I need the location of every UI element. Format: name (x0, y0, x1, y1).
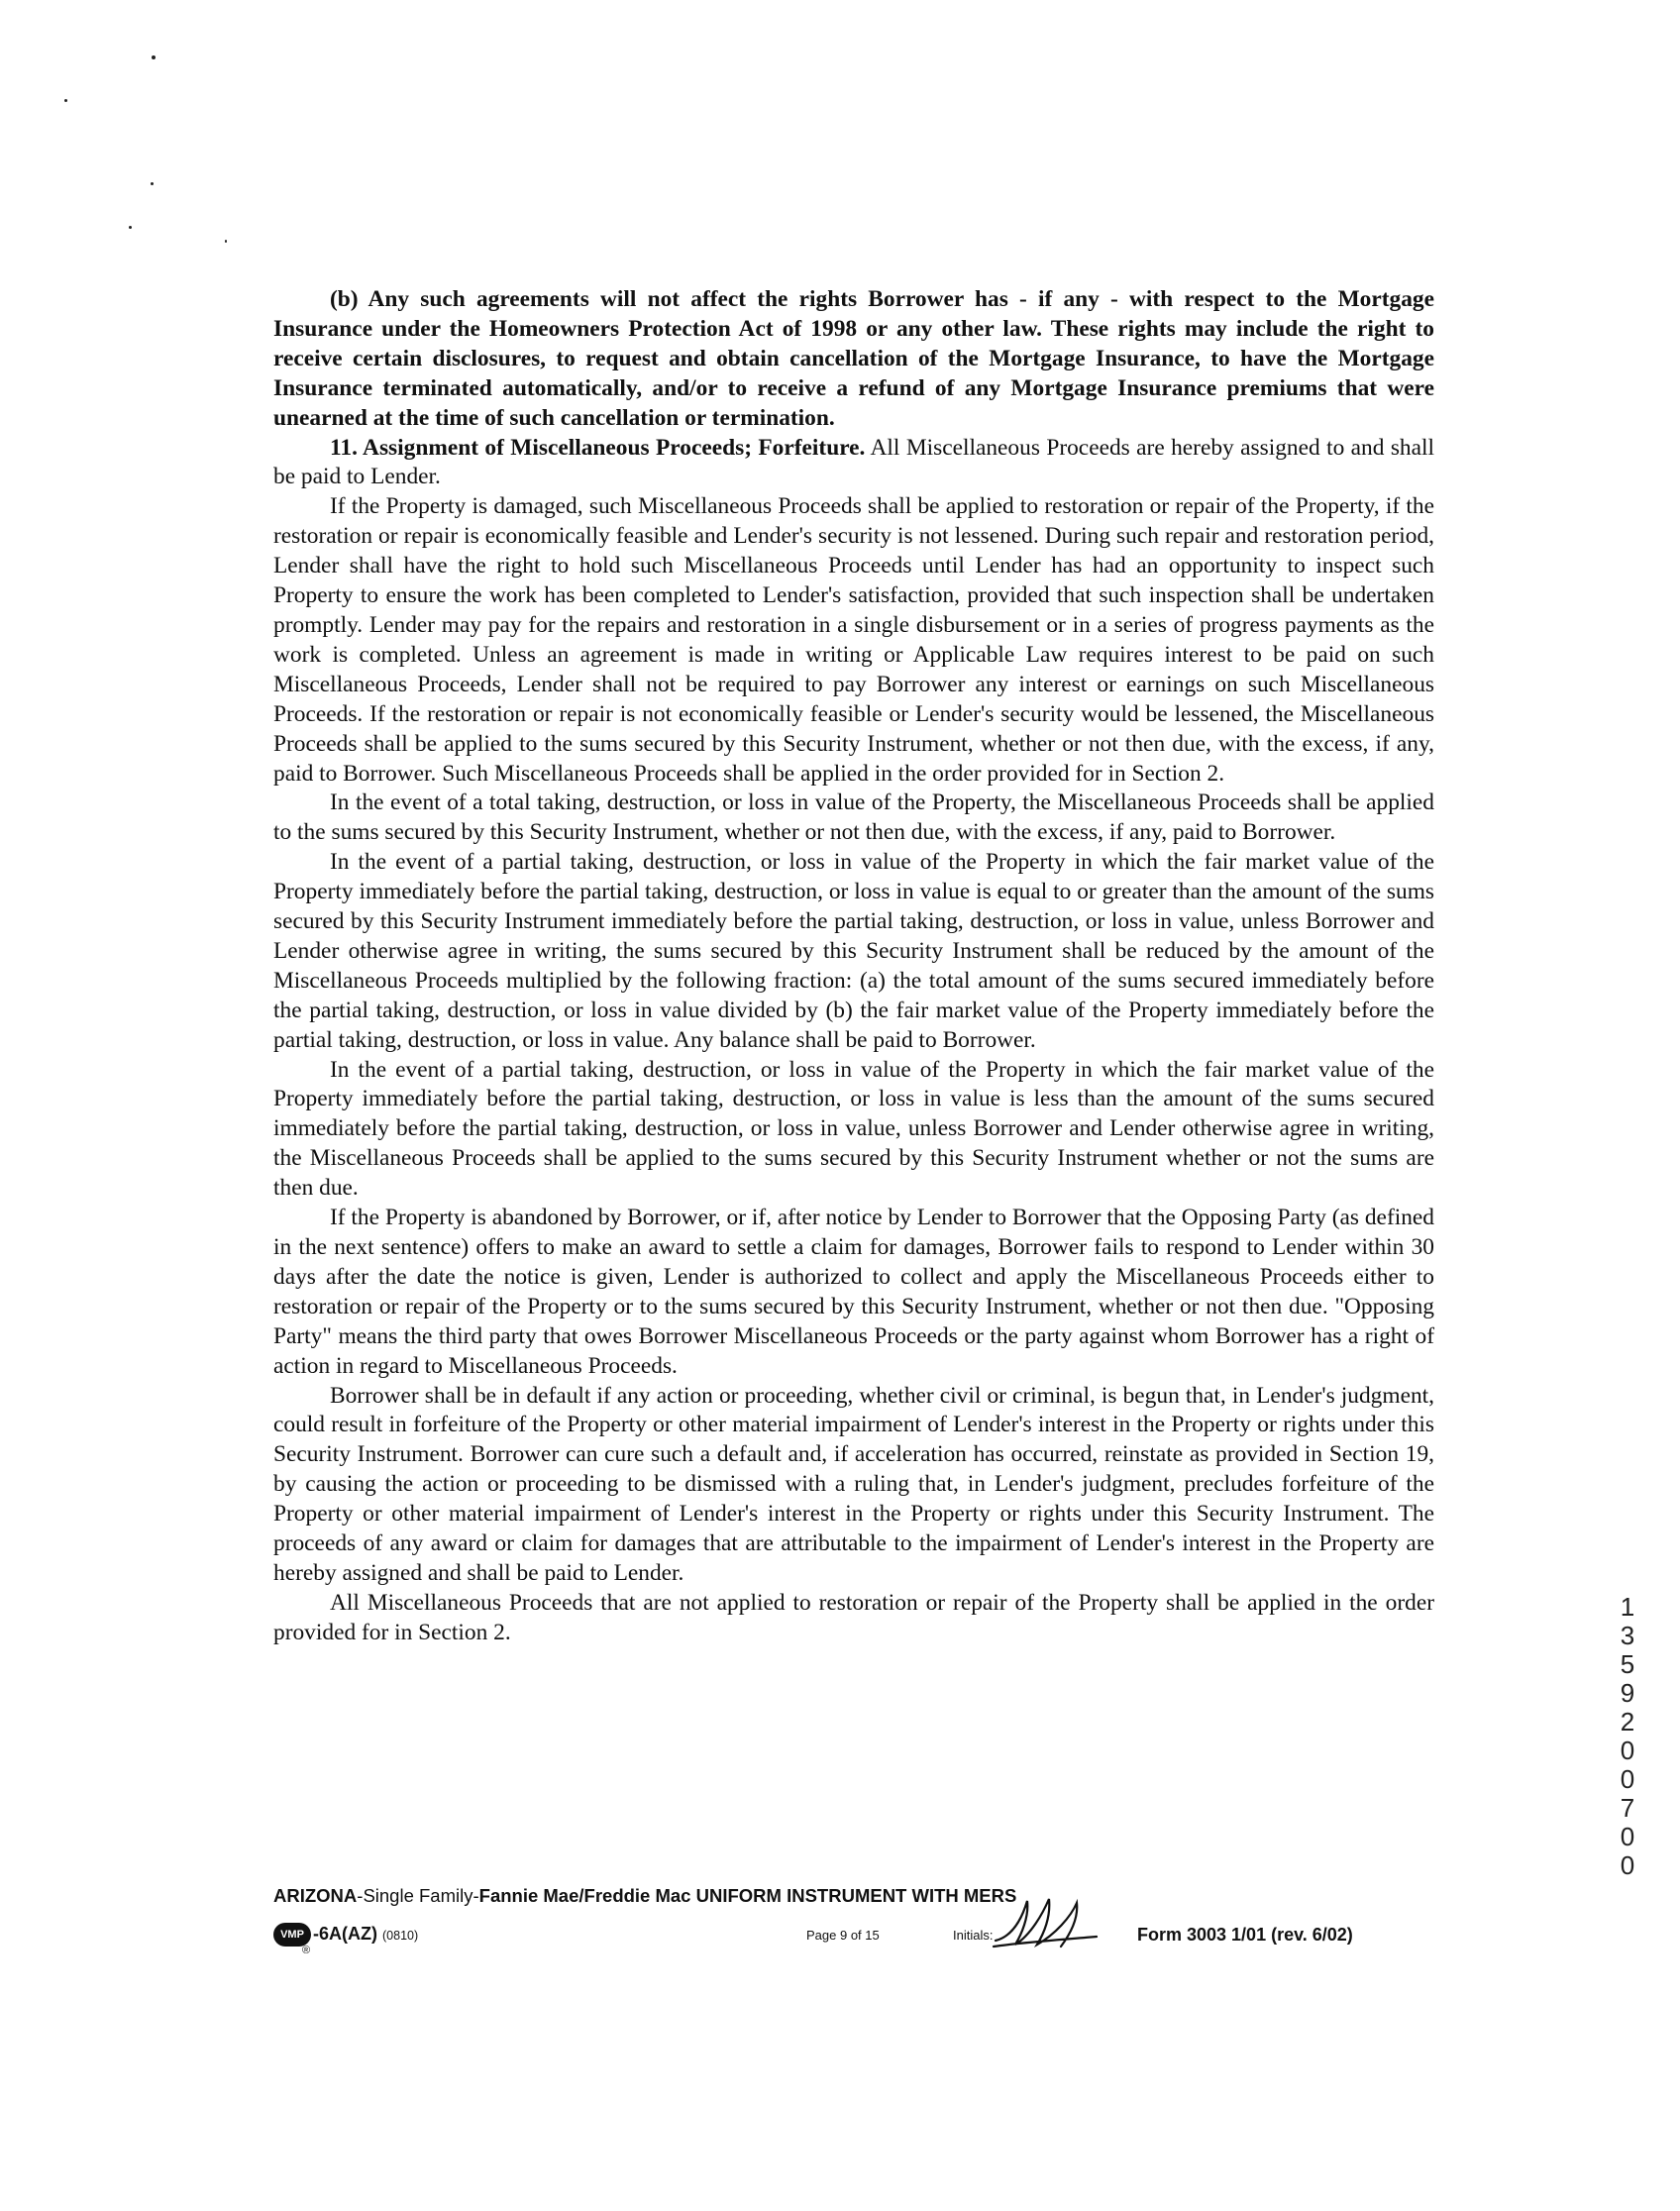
side-digit: 9 (1620, 1678, 1635, 1708)
document-body (273, 285, 1434, 1648)
paragraph-partial-taking-less: In the event of a partial taking, destruction, or loss in value of the Property in which the fair market value of the Property immediately before the partial taking, destruction, or loss in value is less than the amount of the sums secured immediately before the partial taking, destruction, or loss in value, unless Borrower and Lender otherwise agree in writing, the Miscellaneous Proceeds shall be applied to the sums secured by this Security Instrument whether or not the sums are then due. (273, 1056, 1434, 1202)
side-digit: 3 (1620, 1621, 1635, 1650)
side-digit: 0 (1620, 1764, 1635, 1794)
section-11-text: All Miscellaneous Proceeds are hereby assigned to and shall be paid to Lender. (273, 434, 1434, 490)
paragraph-not-applied: All Miscellaneous Proceeds that are not applied to restoration or repair of the Property shall be applied in the order provided for in Section 2. (273, 1589, 1434, 1645)
footer-family: -Single Family- (357, 1885, 479, 1906)
form-version: (0810) (382, 1929, 419, 1943)
form-number: Form 3003 1/01 (rev. 6/02) (1137, 1925, 1353, 1945)
scan-speck (64, 99, 67, 102)
form-code-text: -6A(AZ) (313, 1924, 377, 1944)
paragraph-damaged: If the Property is damaged, such Miscellaneous Proceeds shall be applied to restoration or repair of the Property, if the restoration or repair is economically feasible and Lender's security is not lessened. During such repair and restoration period, Lender shall have the right to hold such Miscellaneous Proceeds until Lender has had an opportunity to inspect such Property to ensure the work has been completed to Lender's satisfaction, provided that such inspection shall be undertaken promptly. Lender may pay for the repairs and restoration in a single disbursement or in a series of progress payments as the work is completed. Unless an agreement is made in writing or Applicable Law requires interest to be paid on such Miscellaneous Proceeds, Lender shall not be required to pay Borrower any interest or earnings on such Miscellaneous Proceeds. If the restoration or repair is not economically feasible or Lender's security would be lessened, the Miscellaneous Proceeds shall be applied to the sums secured by this Security Instrument, whether or not then due, with the excess, if any, paid to Borrower. Such Miscellaneous Proceeds shall be applied in the order provided for in Section 2. (273, 493, 1434, 787)
section-11 (273, 434, 1434, 493)
side-digit: 0 (1620, 1822, 1635, 1851)
paragraph-partial-taking-greater: In the event of a partial taking, destruction, or loss in value of the Property in which the fair market value of the Property immediately before the partial taking, destruction, or loss in value is equal to or greater than the amount of the sums secured by this Security Instrument immediately before the partial taking, destruction, or loss in value, unless Borrower and Lender otherwise agree in writing, the sums secured by this Security Instrument shall be reduced by the amount of the Miscellaneous Proceeds multiplied by the following fraction: (a) the total amount of the sums secured immediately before the partial taking, destruction, or loss in value divided by (b) the fair market value of the Property immediately before the partial taking, destruction, or loss in value. Any balance shall be paid to Borrower. (273, 849, 1434, 1053)
vmp-logo: VMP (273, 1923, 311, 1947)
section-11-heading: 11. Assignment of Miscellaneous Proceeds; Forfeiture. (330, 434, 866, 461)
paragraph-abandoned: If the Property is abandoned by Borrower, or if, after notice by Lender to Borrower that the Opposing Party (as defined in the next sentence) offers to make an award to settle a claim for damages, Borrower fails to respond to Lender within 30 days after the date the notice is given, Lender is authorized to collect and apply the Miscellaneous Proceeds either to restoration or repair of the Property or to the sums secured by this Security Instrument, whether or not then due. "Opposing Party" means the third party that owes Borrower Miscellaneous Proceeds or the party against whom Borrower has a right of action in regard to Miscellaneous Proceeds. (273, 1205, 1434, 1379)
side-document-number (1613, 1593, 1642, 1880)
side-digit: 1 (1620, 1592, 1635, 1622)
footer-title (273, 1885, 1016, 1907)
side-digit: 0 (1620, 1736, 1635, 1765)
paragraph-b-agreements: (b) Any such agreements will not affect the rights Borrower has - if any - with respect to the Mortgage Insurance under the Homeowners Protection Act of 1998 or any other law. These rights may include the right to receive certain disclosures, to request and obtain cancellation of the Mortgage Insurance, to have the Mortgage Insurance terminated automatically, and/or to receive a refund of any Mortgage Insurance premiums that were unearned at the time of such cancellation or termination. (273, 286, 1434, 431)
side-digit: 2 (1620, 1707, 1635, 1737)
paragraph-total-taking: In the event of a total taking, destruction, or loss in value of the Property, the Miscellaneous Proceeds shall be applied to the sums secured by this Security Instrument, whether or not then due, with the excess, if any, paid to Borrower. (273, 790, 1434, 846)
page-number: Page 9 of 15 (806, 1928, 880, 1943)
form-code (313, 1924, 418, 1945)
side-digit: 5 (1620, 1649, 1635, 1679)
side-digit: 0 (1620, 1850, 1635, 1880)
footer-instrument: UNIFORM INSTRUMENT WITH MERS (695, 1885, 1017, 1906)
initials-signature (992, 1891, 1101, 1952)
form-footer (273, 1885, 1438, 1954)
scan-speck (151, 182, 154, 185)
side-digit: 7 (1620, 1793, 1635, 1823)
scan-speck (152, 55, 156, 59)
initials-label: Initials: (953, 1928, 994, 1943)
paragraph-default: Borrower shall be in default if any action or proceeding, whether civil or criminal, is begun that, in Lender's judgment, could result in forfeiture of the Property or other material impairment of Lender's interest in the Property or rights under this Security Instrument. Borrower can cure such a default and, if acceleration has occurred, reinstate as provided in Section 19, by causing the action or proceeding to be dismissed with a ruling that, in Lender's judgment, precludes forfeiture of the Property or other material impairment of Lender's interest in the Property or rights under this Security Instrument. The proceeds of any award or claim for damages that are attributable to the impairment of Lender's interest in the Property are hereby assigned and shall be paid to Lender. (273, 1382, 1434, 1586)
scan-speck (129, 226, 132, 229)
footer-state: ARIZONA (273, 1885, 358, 1906)
scan-speck (225, 240, 227, 243)
registered-mark-icon: ® (302, 1945, 311, 1956)
footer-agencies: Fannie Mae/Freddie Mac (478, 1885, 691, 1906)
